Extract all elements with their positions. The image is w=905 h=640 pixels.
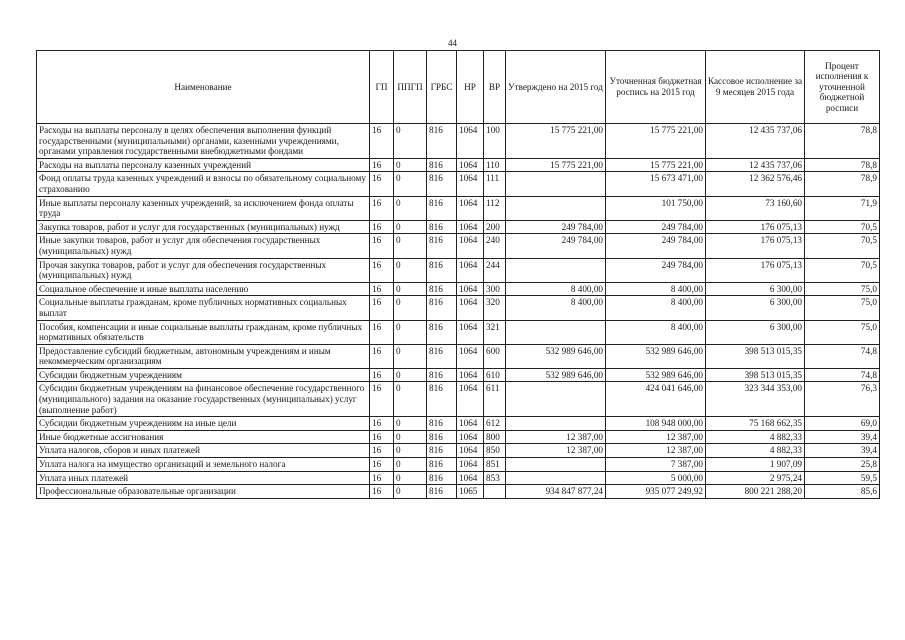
cell-gp: 16 xyxy=(370,430,394,444)
cell-cash: 6 300,00 xyxy=(706,320,805,344)
cell-name: Иные выплаты персоналу казенных учреждений, за исключением фонда оплаты труда xyxy=(37,196,370,220)
cell-grbs: 816 xyxy=(427,417,457,431)
cell-vr: 320 xyxy=(484,296,506,320)
cell-approved: 532 989 646,00 xyxy=(506,368,606,382)
cell-percent: 74,8 xyxy=(805,368,880,382)
cell-gp: 16 xyxy=(370,158,394,172)
cell-np: 1064 xyxy=(457,234,484,258)
table-row xyxy=(37,158,880,172)
cell-percent: 39,4 xyxy=(805,430,880,444)
cell-gp: 16 xyxy=(370,444,394,458)
table-row xyxy=(37,368,880,382)
cell-grbs: 816 xyxy=(427,344,457,368)
cell-cash: 12 435 737,06 xyxy=(706,124,805,159)
cell-approved xyxy=(506,172,606,196)
cell-percent: 75,0 xyxy=(805,282,880,296)
cell-cash: 6 300,00 xyxy=(706,296,805,320)
cell-cash: 12 362 576,46 xyxy=(706,172,805,196)
cell-gp: 16 xyxy=(370,124,394,159)
cell-percent: 76,3 xyxy=(805,382,880,417)
cell-name: Закупка товаров, работ и услуг для государственных (муниципальных) нужд xyxy=(37,220,370,234)
cell-vr: 600 xyxy=(484,344,506,368)
cell-np: 1064 xyxy=(457,320,484,344)
cell-percent: 70,5 xyxy=(805,220,880,234)
table-row xyxy=(37,282,880,296)
cell-grbs: 816 xyxy=(427,172,457,196)
cell-refined: 8 400,00 xyxy=(606,282,706,296)
cell-grbs: 816 xyxy=(427,368,457,382)
cell-gp: 16 xyxy=(370,320,394,344)
cell-grbs: 816 xyxy=(427,220,457,234)
cell-percent: 70,5 xyxy=(805,258,880,282)
cell-approved xyxy=(506,320,606,344)
header-np: НР xyxy=(457,51,484,124)
cell-vr: 853 xyxy=(484,471,506,485)
cell-name: Уплата налога на имущество организаций и земельного налога xyxy=(37,458,370,472)
cell-cash: 4 882,33 xyxy=(706,444,805,458)
cell-vr: 610 xyxy=(484,368,506,382)
cell-np: 1064 xyxy=(457,382,484,417)
table-body xyxy=(37,124,880,499)
cell-ppgp: 0 xyxy=(394,282,427,296)
cell-percent: 39,4 xyxy=(805,444,880,458)
cell-gp: 16 xyxy=(370,382,394,417)
table-row xyxy=(37,196,880,220)
cell-approved xyxy=(506,258,606,282)
cell-refined: 249 784,00 xyxy=(606,258,706,282)
cell-np: 1064 xyxy=(457,471,484,485)
cell-ppgp: 0 xyxy=(394,258,427,282)
cell-gp: 16 xyxy=(370,485,394,499)
cell-grbs: 816 xyxy=(427,124,457,159)
cell-cash: 176 075,13 xyxy=(706,258,805,282)
cell-approved: 249 784,00 xyxy=(506,220,606,234)
cell-refined: 5 000,00 xyxy=(606,471,706,485)
cell-name: Субсидии бюджетным учреждениям на финансовое обеспечение государственного (муниципального) задания на оказание государственных (муниципальных) услуг (выполнение работ) xyxy=(37,382,370,417)
cell-vr: 800 xyxy=(484,430,506,444)
cell-gp: 16 xyxy=(370,282,394,296)
cell-ppgp: 0 xyxy=(394,124,427,159)
table-row xyxy=(37,220,880,234)
cell-name: Расходы на выплаты персоналу в целях обеспечения выполнения функций государственными (муниципальными) органами, казенными учреждениями, органами управления государственными внебюджетными фондами xyxy=(37,124,370,159)
cell-approved xyxy=(506,458,606,472)
cell-grbs: 816 xyxy=(427,444,457,458)
table-row xyxy=(37,430,880,444)
table-row xyxy=(37,485,880,499)
header-refined: Уточненная бюджетная роспись на 2015 год xyxy=(606,51,706,124)
table-row xyxy=(37,471,880,485)
page-number: 44 xyxy=(448,38,457,48)
cell-ppgp: 0 xyxy=(394,471,427,485)
cell-approved xyxy=(506,471,606,485)
cell-refined: 935 077 249,92 xyxy=(606,485,706,499)
header-percent: Процент исполнения к уточненной бюджетной росписи xyxy=(805,51,880,124)
cell-grbs: 816 xyxy=(427,471,457,485)
cell-refined: 15 775 221,00 xyxy=(606,158,706,172)
cell-ppgp: 0 xyxy=(394,368,427,382)
cell-grbs: 816 xyxy=(427,282,457,296)
cell-name: Социальные выплаты гражданам, кроме публичных нормативных социальных выплат xyxy=(37,296,370,320)
cell-gp: 16 xyxy=(370,296,394,320)
cell-gp: 16 xyxy=(370,344,394,368)
table-row xyxy=(37,258,880,282)
cell-refined: 249 784,00 xyxy=(606,234,706,258)
cell-name: Социальное обеспечение и иные выплаты населению xyxy=(37,282,370,296)
cell-refined: 12 387,00 xyxy=(606,444,706,458)
header-grbs: ГРБС xyxy=(427,51,457,124)
cell-np: 1064 xyxy=(457,196,484,220)
cell-np: 1064 xyxy=(457,220,484,234)
cell-percent: 78,9 xyxy=(805,172,880,196)
cell-vr: 300 xyxy=(484,282,506,296)
cell-refined: 424 041 646,00 xyxy=(606,382,706,417)
table-row xyxy=(37,124,880,159)
cell-refined: 249 784,00 xyxy=(606,220,706,234)
table-row xyxy=(37,417,880,431)
cell-ppgp: 0 xyxy=(394,458,427,472)
cell-ppgp: 0 xyxy=(394,430,427,444)
cell-approved: 15 775 221,00 xyxy=(506,124,606,159)
cell-ppgp: 0 xyxy=(394,172,427,196)
cell-name: Прочая закупка товаров, работ и услуг для обеспечения государственных (муниципальных) нужд xyxy=(37,258,370,282)
cell-grbs: 816 xyxy=(427,234,457,258)
cell-percent: 71,9 xyxy=(805,196,880,220)
cell-gp: 16 xyxy=(370,196,394,220)
cell-gp: 16 xyxy=(370,220,394,234)
cell-np: 1064 xyxy=(457,344,484,368)
cell-vr: 110 xyxy=(484,158,506,172)
cell-name: Пособия, компенсации и иные социальные выплаты гражданам, кроме публичных нормативных обязательств xyxy=(37,320,370,344)
cell-refined: 8 400,00 xyxy=(606,320,706,344)
cell-grbs: 816 xyxy=(427,430,457,444)
header-approved: Утверждено на 2015 год xyxy=(506,51,606,124)
cell-cash: 1 907,09 xyxy=(706,458,805,472)
cell-name: Субсидии бюджетным учреждениям на иные цели xyxy=(37,417,370,431)
cell-np: 1064 xyxy=(457,368,484,382)
cell-vr: 240 xyxy=(484,234,506,258)
cell-percent: 25,8 xyxy=(805,458,880,472)
cell-grbs: 816 xyxy=(427,458,457,472)
cell-cash: 398 513 015,35 xyxy=(706,344,805,368)
cell-vr: 111 xyxy=(484,172,506,196)
cell-name: Иные бюджетные ассигнования xyxy=(37,430,370,444)
table-row xyxy=(37,458,880,472)
cell-np: 1065 xyxy=(457,485,484,499)
cell-name: Уплата налогов, сборов и иных платежей xyxy=(37,444,370,458)
cell-gp: 16 xyxy=(370,258,394,282)
cell-np: 1064 xyxy=(457,158,484,172)
cell-percent: 69,0 xyxy=(805,417,880,431)
cell-refined: 101 750,00 xyxy=(606,196,706,220)
table-row xyxy=(37,344,880,368)
header-vr: ВР xyxy=(484,51,506,124)
cell-vr xyxy=(484,485,506,499)
cell-refined: 532 989 646,00 xyxy=(606,344,706,368)
cell-grbs: 816 xyxy=(427,196,457,220)
cell-cash: 398 513 015,35 xyxy=(706,368,805,382)
cell-np: 1064 xyxy=(457,282,484,296)
table-row xyxy=(37,382,880,417)
cell-grbs: 816 xyxy=(427,485,457,499)
cell-approved: 12 387,00 xyxy=(506,430,606,444)
cell-ppgp: 0 xyxy=(394,158,427,172)
cell-ppgp: 0 xyxy=(394,485,427,499)
cell-np: 1064 xyxy=(457,258,484,282)
table-header xyxy=(37,51,880,124)
cell-grbs: 816 xyxy=(427,158,457,172)
cell-cash: 4 882,33 xyxy=(706,430,805,444)
cell-np: 1064 xyxy=(457,124,484,159)
cell-cash: 6 300,00 xyxy=(706,282,805,296)
cell-ppgp: 0 xyxy=(394,344,427,368)
cell-approved xyxy=(506,382,606,417)
cell-gp: 16 xyxy=(370,172,394,196)
table-row xyxy=(37,296,880,320)
cell-ppgp: 0 xyxy=(394,234,427,258)
cell-refined: 12 387,00 xyxy=(606,430,706,444)
cell-approved xyxy=(506,417,606,431)
cell-vr: 611 xyxy=(484,382,506,417)
cell-grbs: 816 xyxy=(427,296,457,320)
cell-np: 1064 xyxy=(457,172,484,196)
cell-percent: 78,8 xyxy=(805,158,880,172)
cell-refined: 108 948 000,00 xyxy=(606,417,706,431)
cell-name: Иные закупки товаров, работ и услуг для обеспечения государственных (муниципальных) нужд xyxy=(37,234,370,258)
cell-vr: 244 xyxy=(484,258,506,282)
cell-percent: 85,6 xyxy=(805,485,880,499)
cell-approved: 15 775 221,00 xyxy=(506,158,606,172)
cell-vr: 850 xyxy=(484,444,506,458)
cell-name: Фонд оплаты труда казенных учреждений и взносы по обязательному социальному страхованию xyxy=(37,172,370,196)
cell-refined: 8 400,00 xyxy=(606,296,706,320)
cell-name: Предоставление субсидий бюджетным, автономным учреждениям и иным некоммерческим организациям xyxy=(37,344,370,368)
cell-refined: 532 989 646,00 xyxy=(606,368,706,382)
cell-ppgp: 0 xyxy=(394,417,427,431)
header-gp: ГП xyxy=(370,51,394,124)
cell-percent: 59,5 xyxy=(805,471,880,485)
cell-cash: 176 075,13 xyxy=(706,220,805,234)
cell-cash: 800 221 288,20 xyxy=(706,485,805,499)
cell-np: 1064 xyxy=(457,296,484,320)
cell-cash: 176 075,13 xyxy=(706,234,805,258)
cell-approved: 8 400,00 xyxy=(506,282,606,296)
cell-grbs: 816 xyxy=(427,382,457,417)
cell-vr: 612 xyxy=(484,417,506,431)
header-name: Наименование xyxy=(37,51,370,124)
cell-percent: 70,5 xyxy=(805,234,880,258)
cell-name: Уплата иных платежей xyxy=(37,471,370,485)
cell-refined: 15 775 221,00 xyxy=(606,124,706,159)
cell-percent: 75,0 xyxy=(805,320,880,344)
cell-ppgp: 0 xyxy=(394,320,427,344)
cell-vr: 200 xyxy=(484,220,506,234)
cell-gp: 16 xyxy=(370,417,394,431)
cell-np: 1064 xyxy=(457,458,484,472)
header-cash: Кассовое исполнение за 9 месяцев 2015 года xyxy=(706,51,805,124)
cell-ppgp: 0 xyxy=(394,444,427,458)
cell-ppgp: 0 xyxy=(394,296,427,320)
cell-grbs: 816 xyxy=(427,258,457,282)
cell-np: 1064 xyxy=(457,444,484,458)
table-row xyxy=(37,234,880,258)
cell-approved: 934 847 877,24 xyxy=(506,485,606,499)
cell-cash: 323 344 353,00 xyxy=(706,382,805,417)
cell-vr: 851 xyxy=(484,458,506,472)
cell-vr: 112 xyxy=(484,196,506,220)
cell-gp: 16 xyxy=(370,234,394,258)
cell-approved: 12 387,00 xyxy=(506,444,606,458)
cell-cash: 2 975,24 xyxy=(706,471,805,485)
cell-approved: 8 400,00 xyxy=(506,296,606,320)
cell-vr: 100 xyxy=(484,124,506,159)
table-row xyxy=(37,444,880,458)
cell-refined: 7 387,00 xyxy=(606,458,706,472)
budget-table xyxy=(36,50,880,499)
cell-gp: 16 xyxy=(370,458,394,472)
cell-ppgp: 0 xyxy=(394,220,427,234)
cell-cash: 73 160,60 xyxy=(706,196,805,220)
cell-np: 1064 xyxy=(457,417,484,431)
cell-name: Профессиональные образовательные организации xyxy=(37,485,370,499)
cell-grbs: 816 xyxy=(427,320,457,344)
cell-cash: 75 168 662,35 xyxy=(706,417,805,431)
cell-ppgp: 0 xyxy=(394,382,427,417)
cell-approved: 249 784,00 xyxy=(506,234,606,258)
cell-name: Расходы на выплаты персоналу казенных учреждений xyxy=(37,158,370,172)
cell-name: Субсидии бюджетным учреждениям xyxy=(37,368,370,382)
cell-gp: 16 xyxy=(370,471,394,485)
cell-approved xyxy=(506,196,606,220)
cell-refined: 15 673 471,00 xyxy=(606,172,706,196)
cell-ppgp: 0 xyxy=(394,196,427,220)
cell-np: 1064 xyxy=(457,430,484,444)
table-row xyxy=(37,320,880,344)
table-row xyxy=(37,172,880,196)
cell-cash: 12 435 737,06 xyxy=(706,158,805,172)
cell-percent: 74,8 xyxy=(805,344,880,368)
cell-approved: 532 989 646,00 xyxy=(506,344,606,368)
cell-percent: 78,8 xyxy=(805,124,880,159)
header-ppgp: ППГП xyxy=(394,51,427,124)
cell-gp: 16 xyxy=(370,368,394,382)
cell-percent: 75,0 xyxy=(805,296,880,320)
cell-vr: 321 xyxy=(484,320,506,344)
